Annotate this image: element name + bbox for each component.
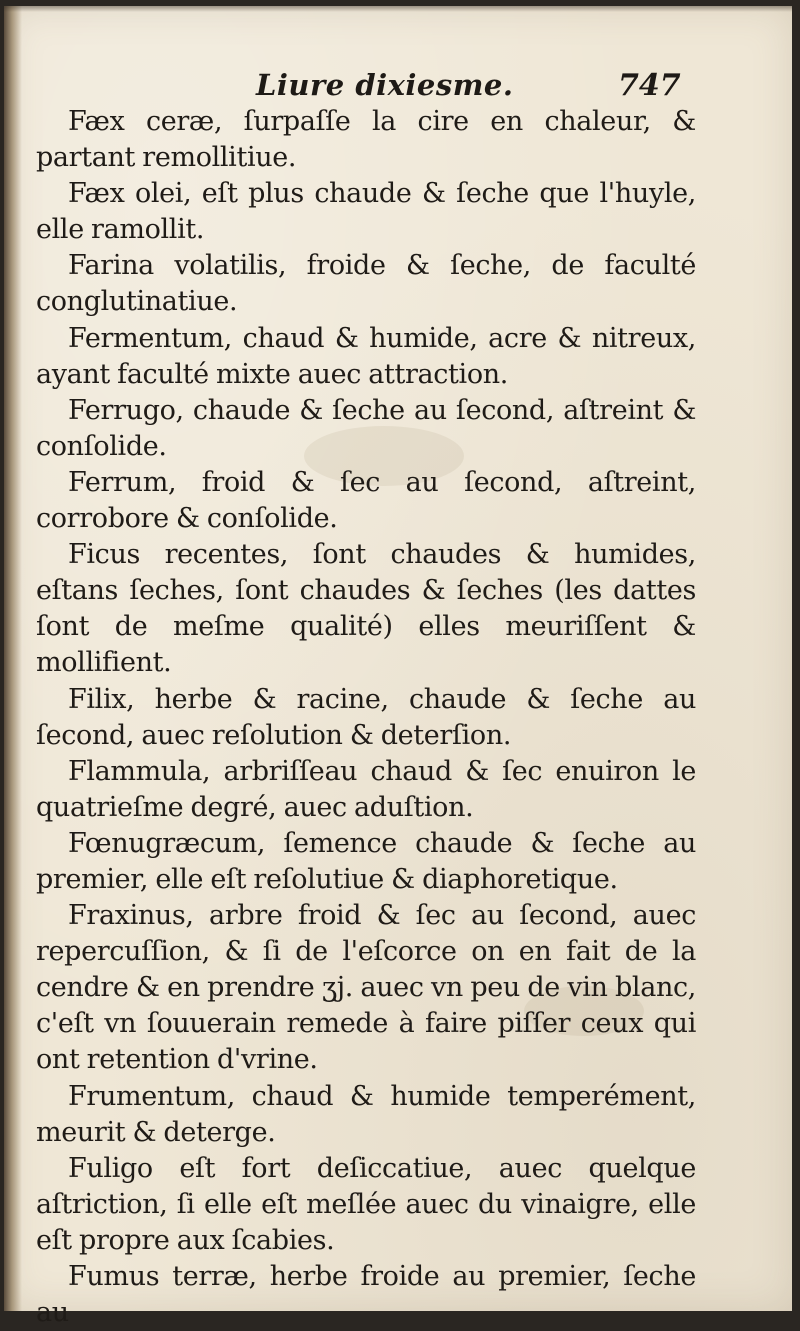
entry-fumus-terrae: Fumus terræ, herbe froide au premier, ſeche au: [36, 1261, 696, 1329]
entry-fermentum: Fermentum, chaud & humide, acre & nitreux, ayant faculté mixte auec attraction.: [36, 322, 696, 390]
book-page: [4, 6, 792, 1329]
entry-ferrugo: Ferrugo, chaude & ſeche au ſecond, aſtreint & conſolide.: [36, 394, 696, 462]
entry-filix: Filix, herbe & racine, chaude & ſeche au ſecond, auec reſolution & deterſion.: [36, 683, 696, 751]
page-top-edge: [4, 6, 792, 12]
entry-frumentum: Frumentum, chaud & humide temperément, meurit & deterge.: [36, 1080, 696, 1148]
entry-faex-olei: Fæx olei, eſt plus chaude & ſeche que l'huyle, elle ramollit.: [36, 178, 696, 246]
page-header: [4, 68, 792, 108]
entry-ferrum: Ferrum, froid & ſec au ſecond, aſtreint, corrobore & conſolide.: [36, 466, 696, 535]
running-title: Liure dixiesme.: [256, 68, 514, 102]
entry-fraxinus: Fraxinus, arbre froid & ſec au ſecond, auec repercuſſion, & ſi de l'eſcorce on en fait de la cendre & en prendre ʒj. auec vn peu de vin blanc, c'eſt vn ſouuerain remede à faire piſſer ceux qui ont retention d'vrine.: [36, 900, 696, 1076]
entry-faex-cerae: Fæx ceræ, ſurpaſſe la cire en chaleur, & partant remollitiue.: [36, 106, 696, 174]
entry-flammula: Flammula, arbriſſeau chaud & ſec enuiron le quatrieſme degré, auec aduſtion.: [36, 755, 696, 823]
text-body: [36, 104, 696, 1331]
entry-farina-volatilis: Farina volatilis, froide & ſeche, de faculté conglutinatiue.: [36, 250, 696, 318]
page-number: 747: [618, 68, 681, 103]
page-gutter: [4, 6, 22, 1311]
entry-fuligo: Fuligo eſt fort deſiccatiue, auec quelque aſtriction, ſi elle eſt meſlée auec du vinaigre, elle eſt propre aux ſcabies.: [36, 1152, 696, 1256]
entry-ficus-recentes: Ficus recentes, ſont chaudes & humides, eſtans ſeches, ſont chaudes & ſeches (les dattes ſont de meſme qualité) elles meuriſſent & mollifient.: [36, 539, 696, 679]
entry-foenugraecum: Fœnugræcum, ſemence chaude & ſeche au premier, elle eſt reſolutiue & diaphoretique.: [36, 827, 696, 895]
